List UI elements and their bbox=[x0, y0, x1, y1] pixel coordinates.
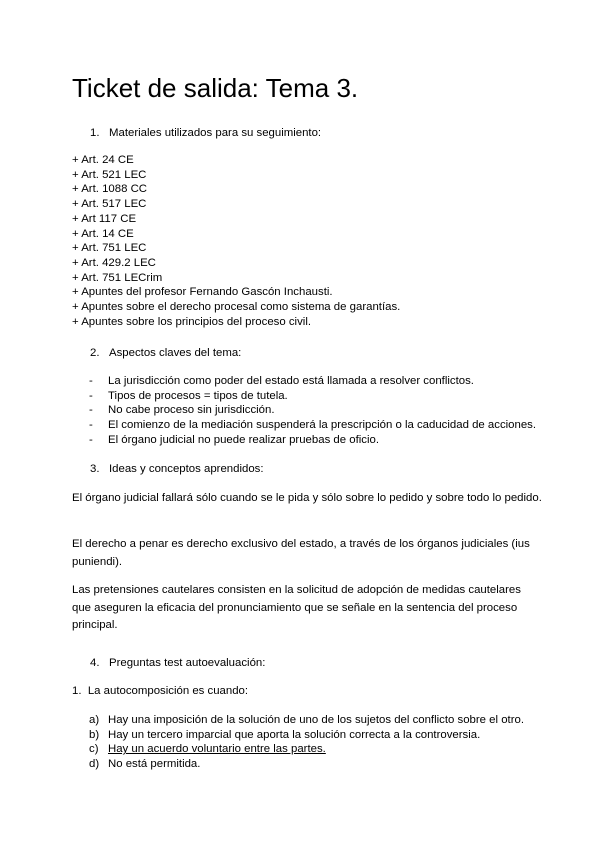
section-number: 4. bbox=[90, 657, 100, 669]
section-heading-ideas bbox=[90, 462, 264, 477]
section-heading-text: Aspectos claves del tema: bbox=[109, 347, 242, 359]
list-item bbox=[89, 418, 536, 433]
list-item: + Art. 24 CE bbox=[72, 154, 134, 166]
section-heading-text: Preguntas test autoevaluación: bbox=[109, 657, 266, 669]
list-item: + Art. 751 LECrim bbox=[72, 271, 163, 284]
section-number: 1. bbox=[90, 127, 100, 139]
list-item bbox=[89, 433, 536, 448]
option-text: No está permitida. bbox=[108, 758, 201, 771]
question-text: La autocomposición es cuando: bbox=[87, 685, 249, 697]
list-item: + Art. 429.2 LEC bbox=[72, 256, 156, 269]
option-letter: a) bbox=[89, 714, 100, 726]
list-item bbox=[89, 403, 536, 418]
list-item-text: El órgano judicial no puede realizar pruebas de oficio. bbox=[108, 433, 380, 446]
list-item: + Art. 521 LEC bbox=[72, 168, 147, 181]
dash-bullet: - bbox=[89, 389, 93, 402]
question-number: 1. bbox=[72, 685, 82, 697]
idea-paragraph: El órgano judicial fallará sólo cuando se le pida y sólo sobre lo pedido y sobre todo lo pedido. bbox=[72, 492, 542, 504]
dash-bullet: - bbox=[89, 419, 93, 432]
section-heading-self-test bbox=[90, 656, 265, 671]
materials-list bbox=[72, 153, 400, 329]
dash-bullet: - bbox=[89, 433, 93, 446]
section-number: 3. bbox=[90, 463, 100, 475]
list-item-text: La jurisdicción como poder del estado está llamada a resolver conflictos. bbox=[108, 375, 474, 387]
option-text: Hay un tercero imparcial que aporta la solución correcta a la controversia. bbox=[108, 728, 481, 741]
option-letter: b) bbox=[89, 728, 100, 741]
dash-bullet: - bbox=[89, 375, 93, 387]
key-aspects-list bbox=[89, 374, 536, 448]
answer-option-c bbox=[89, 742, 524, 757]
page-title: Ticket de salida: Tema 3. bbox=[72, 73, 359, 103]
option-text-selected: Hay un acuerdo voluntario entre las partes. bbox=[108, 743, 326, 756]
dash-bullet: - bbox=[89, 404, 93, 417]
list-item-text: El comienzo de la mediación suspenderá la prescripción o la caducidad de acciones. bbox=[108, 419, 537, 432]
list-item: + Apuntes del profesor Fernando Gascón Inchausti. bbox=[72, 286, 333, 299]
list-item: + Art. 751 LEC bbox=[72, 242, 147, 255]
section-heading-text: Materiales utilizados para su seguimiento: bbox=[109, 127, 322, 139]
list-item-text: Tipos de procesos = tipos de tutela. bbox=[108, 389, 288, 402]
list-item: + Apuntes sobre el derecho procesal como sistema de garantías. bbox=[72, 301, 401, 314]
option-letter: c) bbox=[89, 743, 99, 756]
answer-option-b bbox=[89, 728, 524, 743]
option-text: Hay una imposición de la solución de uno de los sujetos del conflicto sobre el otro. bbox=[108, 714, 525, 726]
idea-paragraph: Las pretensiones cautelares consisten en la solicitud de adopción de medidas cautelares que aseguren la eficacia del pronunciamiento que se señale en la sentencia del proceso principal. bbox=[72, 584, 521, 631]
section-heading-materials bbox=[90, 126, 321, 141]
test-question bbox=[72, 684, 248, 699]
list-item: + Art. 14 CE bbox=[72, 227, 134, 240]
list-item: + Art 117 CE bbox=[72, 212, 137, 225]
section-heading-key-aspects bbox=[90, 346, 241, 361]
list-item bbox=[89, 389, 536, 404]
list-item: + Art. 1088 CC bbox=[72, 183, 148, 196]
section-heading-text: Ideas y conceptos aprendidos: bbox=[109, 463, 264, 475]
list-item bbox=[89, 374, 536, 389]
list-item-text: No cabe proceso sin jurisdicción. bbox=[108, 404, 275, 417]
answer-option-a bbox=[89, 713, 524, 728]
list-item: + Apuntes sobre los principios del proceso civil. bbox=[72, 315, 312, 328]
idea-paragraph: El derecho a penar es derecho exclusivo del estado, a través de los órganos judiciales (ius puniendi). bbox=[72, 538, 530, 568]
section-number: 2. bbox=[90, 347, 100, 359]
answer-option-d bbox=[89, 757, 524, 772]
option-letter: d) bbox=[89, 758, 100, 771]
list-item: + Art. 517 LEC bbox=[72, 198, 147, 211]
answer-options bbox=[89, 713, 524, 772]
